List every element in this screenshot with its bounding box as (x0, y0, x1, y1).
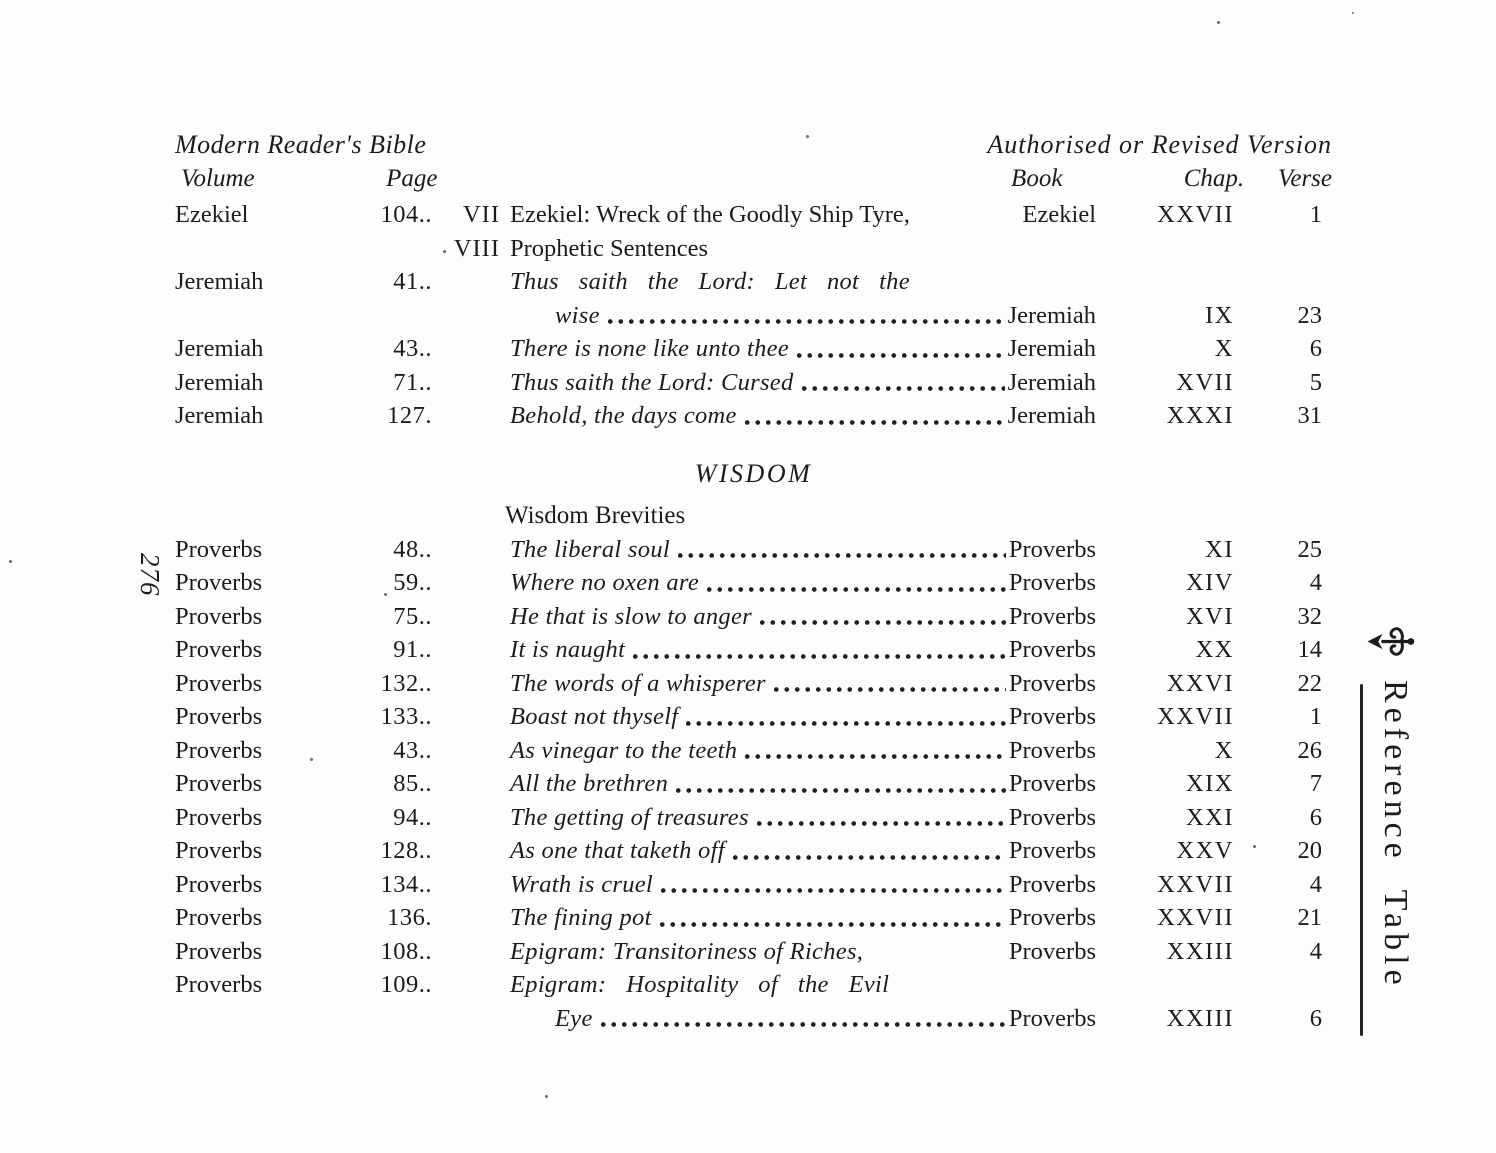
table-row (175, 1002, 1332, 1036)
item-number-cell (432, 399, 500, 433)
page-cell: 108.. (380, 937, 432, 965)
verse-cell: 4 (1309, 870, 1322, 898)
dot-leader (656, 868, 1006, 902)
page-cell: 43.. (393, 736, 432, 764)
item-number-cell (432, 834, 500, 868)
page-cell: 43.. (393, 335, 432, 362)
quote-text: Epigram: Hospitality of the Evil (510, 971, 890, 998)
verse-cell (1234, 232, 1322, 266)
left-edition-title: Modern Reader's Bible (175, 130, 427, 159)
dot-leader (728, 834, 1006, 868)
quote-text: Epigram: Transitoriness of Riches, (510, 937, 864, 965)
page-cell: 128.. (380, 837, 432, 864)
scan-speck (545, 1095, 548, 1098)
book-cell: Proverbs (1008, 602, 1096, 630)
description-cell (500, 198, 1096, 232)
book-cell: Proverbs (1008, 636, 1096, 663)
volume-cell: Proverbs (175, 636, 263, 663)
verse-cell: 5 (1309, 368, 1322, 396)
volume-cell: Proverbs (175, 870, 263, 898)
verse-cell: 7 (1309, 770, 1322, 797)
chapter-cell: XXIII (1166, 937, 1234, 965)
section-title: WISDOM (694, 458, 813, 488)
wrap-indent (510, 299, 555, 333)
dot-leader (655, 901, 1006, 935)
item-number-cell (432, 332, 500, 366)
book-cell: Ezekiel (1022, 201, 1096, 228)
margin-rule (1360, 684, 1363, 1036)
dot-leader (702, 566, 1006, 600)
volume-cell: Proverbs (175, 971, 263, 998)
table-row (175, 700, 1332, 734)
verse-cell: 4 (1309, 937, 1322, 965)
page-cell: 71.. (393, 368, 432, 396)
page-cell (305, 232, 432, 266)
table-column-headers (175, 162, 1332, 196)
item-number-cell: VII (462, 201, 500, 228)
dot-leader (671, 767, 1006, 801)
page-cell: 94.. (393, 803, 432, 831)
quote-text: Thus saith the Lord: Let not the (510, 268, 910, 295)
dot-leader (596, 1002, 1006, 1036)
table-row (175, 633, 1332, 667)
dot-leader (740, 399, 1005, 433)
volume-cell (175, 1002, 305, 1036)
column-header-book: Book (1011, 165, 1063, 192)
table-row (175, 801, 1332, 835)
description-cell (500, 366, 1096, 400)
book-cell: Proverbs (1008, 703, 1096, 730)
chapter-cell: XX (1195, 636, 1234, 663)
verse-cell: 6 (1309, 803, 1322, 831)
page-cell: 132.. (380, 669, 432, 697)
table-header-titles (175, 128, 1332, 162)
verse-cell: 6 (1309, 335, 1322, 362)
chapter-cell: XXXI (1166, 402, 1234, 429)
verse-cell: 4 (1309, 569, 1322, 596)
volume-cell: Proverbs (175, 736, 263, 764)
column-header-verse: Verse (1277, 165, 1333, 192)
verse-cell: 1 (1309, 703, 1322, 730)
dot-leader (673, 533, 1006, 567)
running-title: Reference Table (1377, 680, 1414, 990)
wrap-indent (510, 1002, 555, 1036)
table-row (175, 901, 1332, 935)
table-rows (175, 198, 1332, 1035)
table-row (175, 232, 1332, 266)
table-row (175, 366, 1332, 400)
volume-cell: Ezekiel (175, 201, 249, 228)
scan-speck (1352, 12, 1354, 14)
page-cell: 48.. (393, 535, 432, 563)
page-cell: 133.. (380, 703, 432, 730)
quote-text: There is none like unto thee (510, 335, 789, 362)
table-row (175, 667, 1332, 701)
description-cell (500, 633, 1096, 667)
quote-text: Eye (555, 1004, 593, 1032)
description-cell (500, 801, 1096, 835)
item-number-cell (432, 566, 500, 600)
fleuron-icon (1361, 620, 1416, 664)
book-cell: Proverbs (1008, 803, 1096, 831)
chapter-cell: XXI (1185, 803, 1234, 831)
quote-text: The words of a whisperer (510, 669, 766, 697)
page-cell: 85.. (393, 770, 432, 797)
dot-leader (628, 633, 1006, 667)
book-cell: Proverbs (1008, 937, 1096, 965)
description-text: Prophetic Sentences (510, 234, 708, 262)
chapter-cell: XXVII (1157, 870, 1234, 898)
item-number-cell (432, 1002, 500, 1036)
description-text: Ezekiel: Wreck of the Goodly Ship Tyre, (510, 201, 910, 228)
verse-cell (1234, 968, 1322, 1002)
quote-text: Thus saith the Lord: Cursed (510, 368, 794, 396)
dot-leader (792, 332, 1005, 366)
description-cell (500, 399, 1096, 433)
book-cell: Jeremiah (1007, 368, 1096, 396)
description-cell (500, 566, 1096, 600)
item-number-cell (432, 935, 500, 969)
description-cell (500, 734, 1096, 768)
table-row (175, 935, 1332, 969)
item-number-cell (432, 968, 500, 1002)
item-number-cell (432, 801, 500, 835)
verse-cell: 32 (1297, 602, 1322, 630)
description-cell (500, 868, 1096, 902)
description-cell (500, 901, 1096, 935)
quote-text: As one that taketh off (510, 837, 725, 864)
description-cell (500, 834, 1096, 868)
verse-cell: 22 (1297, 669, 1322, 697)
table-row (175, 332, 1332, 366)
verse-cell: 26 (1297, 736, 1322, 764)
quote-text: Wrath is cruel (510, 870, 654, 898)
item-number-cell (432, 868, 500, 902)
column-header-volume: Volume (181, 165, 255, 192)
page-cell: 104.. (380, 201, 432, 228)
chapter-cell: XI (1205, 535, 1234, 563)
description-cell (500, 935, 1096, 969)
description-cell (500, 968, 1096, 1002)
volume-cell: Proverbs (175, 703, 263, 730)
book-cell: Proverbs (1008, 1004, 1096, 1032)
item-number-cell (432, 633, 500, 667)
description-cell (500, 767, 1096, 801)
item-number-cell (432, 667, 500, 701)
chapter-cell (1096, 968, 1234, 1002)
chapter-cell: XXVII (1157, 201, 1234, 228)
volume-cell: Proverbs (175, 569, 263, 596)
book-cell: Jeremiah (1007, 301, 1096, 329)
quote-text: The liberal soul (510, 535, 670, 563)
item-number-cell (432, 901, 500, 935)
volume-cell: Proverbs (175, 837, 263, 864)
quote-text: Where no oxen are (510, 569, 700, 596)
page-cell (305, 299, 432, 333)
volume-cell: Proverbs (175, 535, 263, 563)
item-number-cell (432, 700, 500, 734)
item-number-cell (432, 299, 500, 333)
volume-cell (175, 299, 305, 333)
chapter-cell: XXIII (1166, 1004, 1234, 1032)
verse-cell: 21 (1297, 904, 1322, 931)
verse-cell: 20 (1297, 837, 1322, 864)
description-cell (500, 700, 1096, 734)
chapter-cell: X (1214, 335, 1234, 362)
page-cell: 134.. (380, 870, 432, 898)
chapter-cell: IX (1205, 301, 1234, 329)
page-cell: 75.. (393, 602, 432, 630)
table-row (175, 734, 1332, 768)
description-cell (500, 600, 1096, 634)
item-number-cell (432, 600, 500, 634)
table-row (175, 265, 1332, 299)
verse-cell: 25 (1297, 535, 1322, 563)
table-row (175, 600, 1332, 634)
quote-text: He that is slow to anger (510, 602, 752, 630)
column-header-page: Page (386, 165, 438, 192)
verse-cell (1234, 265, 1322, 299)
verse-cell: 23 (1297, 301, 1322, 329)
dot-leader (797, 366, 1005, 400)
verse-cell: 1 (1309, 201, 1322, 228)
description-cell (500, 265, 1096, 299)
quote-text: All the brethren (510, 770, 669, 797)
column-header-spacer (444, 162, 512, 196)
volume-cell: Proverbs (175, 602, 263, 630)
table-row (175, 198, 1332, 232)
volume-cell: Proverbs (175, 904, 263, 931)
volume-cell: Proverbs (175, 669, 263, 697)
quote-text: It is naught (510, 636, 626, 663)
quote-text: Boast not thyself (510, 703, 679, 730)
table-row (175, 533, 1332, 567)
item-number-cell (432, 366, 500, 400)
chapter-cell: XVI (1185, 602, 1234, 630)
scan-speck (9, 560, 12, 563)
section-subtitle: Wisdom Brevities (505, 502, 686, 529)
page-cell: 136. (387, 904, 432, 931)
quote-text: wise (555, 301, 600, 329)
table-row (175, 299, 1332, 333)
quote-text: As vinegar to the teeth (510, 736, 738, 764)
page-cell: 59.. (393, 569, 432, 596)
table-content (175, 128, 1332, 1035)
volume-cell: Proverbs (175, 803, 263, 831)
chapter-cell: XXV (1176, 837, 1234, 864)
volume-cell: Proverbs (175, 770, 263, 797)
item-number-cell (432, 265, 500, 299)
item-number-cell (432, 767, 500, 801)
chapter-cell: XXVI (1166, 669, 1234, 697)
item-number-cell (432, 533, 500, 567)
table-row (175, 566, 1332, 600)
item-number-cell (432, 734, 500, 768)
page-cell: 41.. (393, 268, 432, 295)
dot-leader (769, 667, 1006, 701)
book-cell: Proverbs (1008, 870, 1096, 898)
table-row (175, 868, 1332, 902)
volume-cell: Jeremiah (175, 268, 264, 295)
book-cell: Jeremiah (1007, 335, 1096, 362)
chapter-cell: XVII (1176, 368, 1234, 396)
volume-cell: Jeremiah (175, 402, 264, 429)
volume-cell: Proverbs (175, 937, 263, 965)
dot-leader (603, 299, 1005, 333)
book-cell: Proverbs (1008, 535, 1096, 563)
volume-cell: Jeremiah (175, 335, 264, 362)
item-number-cell: VIII (453, 234, 500, 262)
book-cell: Proverbs (1008, 736, 1096, 764)
volume-cell: Jeremiah (175, 368, 264, 396)
book-cell: Proverbs (1008, 770, 1096, 797)
book-cell: Proverbs (1008, 837, 1096, 864)
quote-text: The fining pot (510, 904, 652, 931)
rotated-page-number: 276 (135, 553, 165, 597)
verse-cell: 31 (1297, 402, 1322, 429)
column-header-chap: Chap. (1183, 165, 1245, 192)
book-cell: Jeremiah (1007, 402, 1096, 429)
right-edition-title: Authorised or Revised Version (987, 130, 1332, 159)
dot-leader (740, 734, 1006, 768)
verse-cell: 14 (1297, 636, 1322, 663)
verse-cell: 6 (1309, 1004, 1322, 1032)
volume-cell (175, 232, 305, 266)
chapter-cell: XIX (1185, 770, 1234, 797)
dot-leader (752, 801, 1006, 835)
page-cell (305, 1002, 432, 1036)
description-cell (500, 533, 1096, 567)
description-cell (500, 667, 1096, 701)
chapter-cell: X (1214, 736, 1234, 764)
scan-speck (1217, 21, 1220, 24)
table-row (175, 399, 1332, 433)
description-cell (500, 332, 1096, 366)
page-cell: 109.. (380, 971, 432, 998)
description-cell (500, 1002, 1096, 1036)
chapter-cell: XXVII (1157, 904, 1234, 931)
quote-text: Behold, the days come (510, 402, 737, 429)
page-cell: 127. (387, 402, 432, 429)
table-row (175, 767, 1332, 801)
chapter-cell (1096, 232, 1234, 266)
page-cell: 91.. (393, 636, 432, 663)
quote-text: The getting of treasures (510, 803, 749, 831)
book-cell: Proverbs (1008, 669, 1096, 697)
description-cell (500, 232, 1096, 266)
chapter-cell: XIV (1185, 569, 1234, 596)
dot-leader (755, 600, 1006, 634)
table-row (175, 968, 1332, 1002)
book-cell: Proverbs (1008, 569, 1096, 596)
dot-leader (681, 700, 1005, 734)
description-cell (500, 299, 1096, 333)
chapter-cell (1096, 265, 1234, 299)
chapter-cell: XXVII (1157, 703, 1234, 730)
table-row (175, 834, 1332, 868)
book-cell: Proverbs (1008, 904, 1096, 931)
